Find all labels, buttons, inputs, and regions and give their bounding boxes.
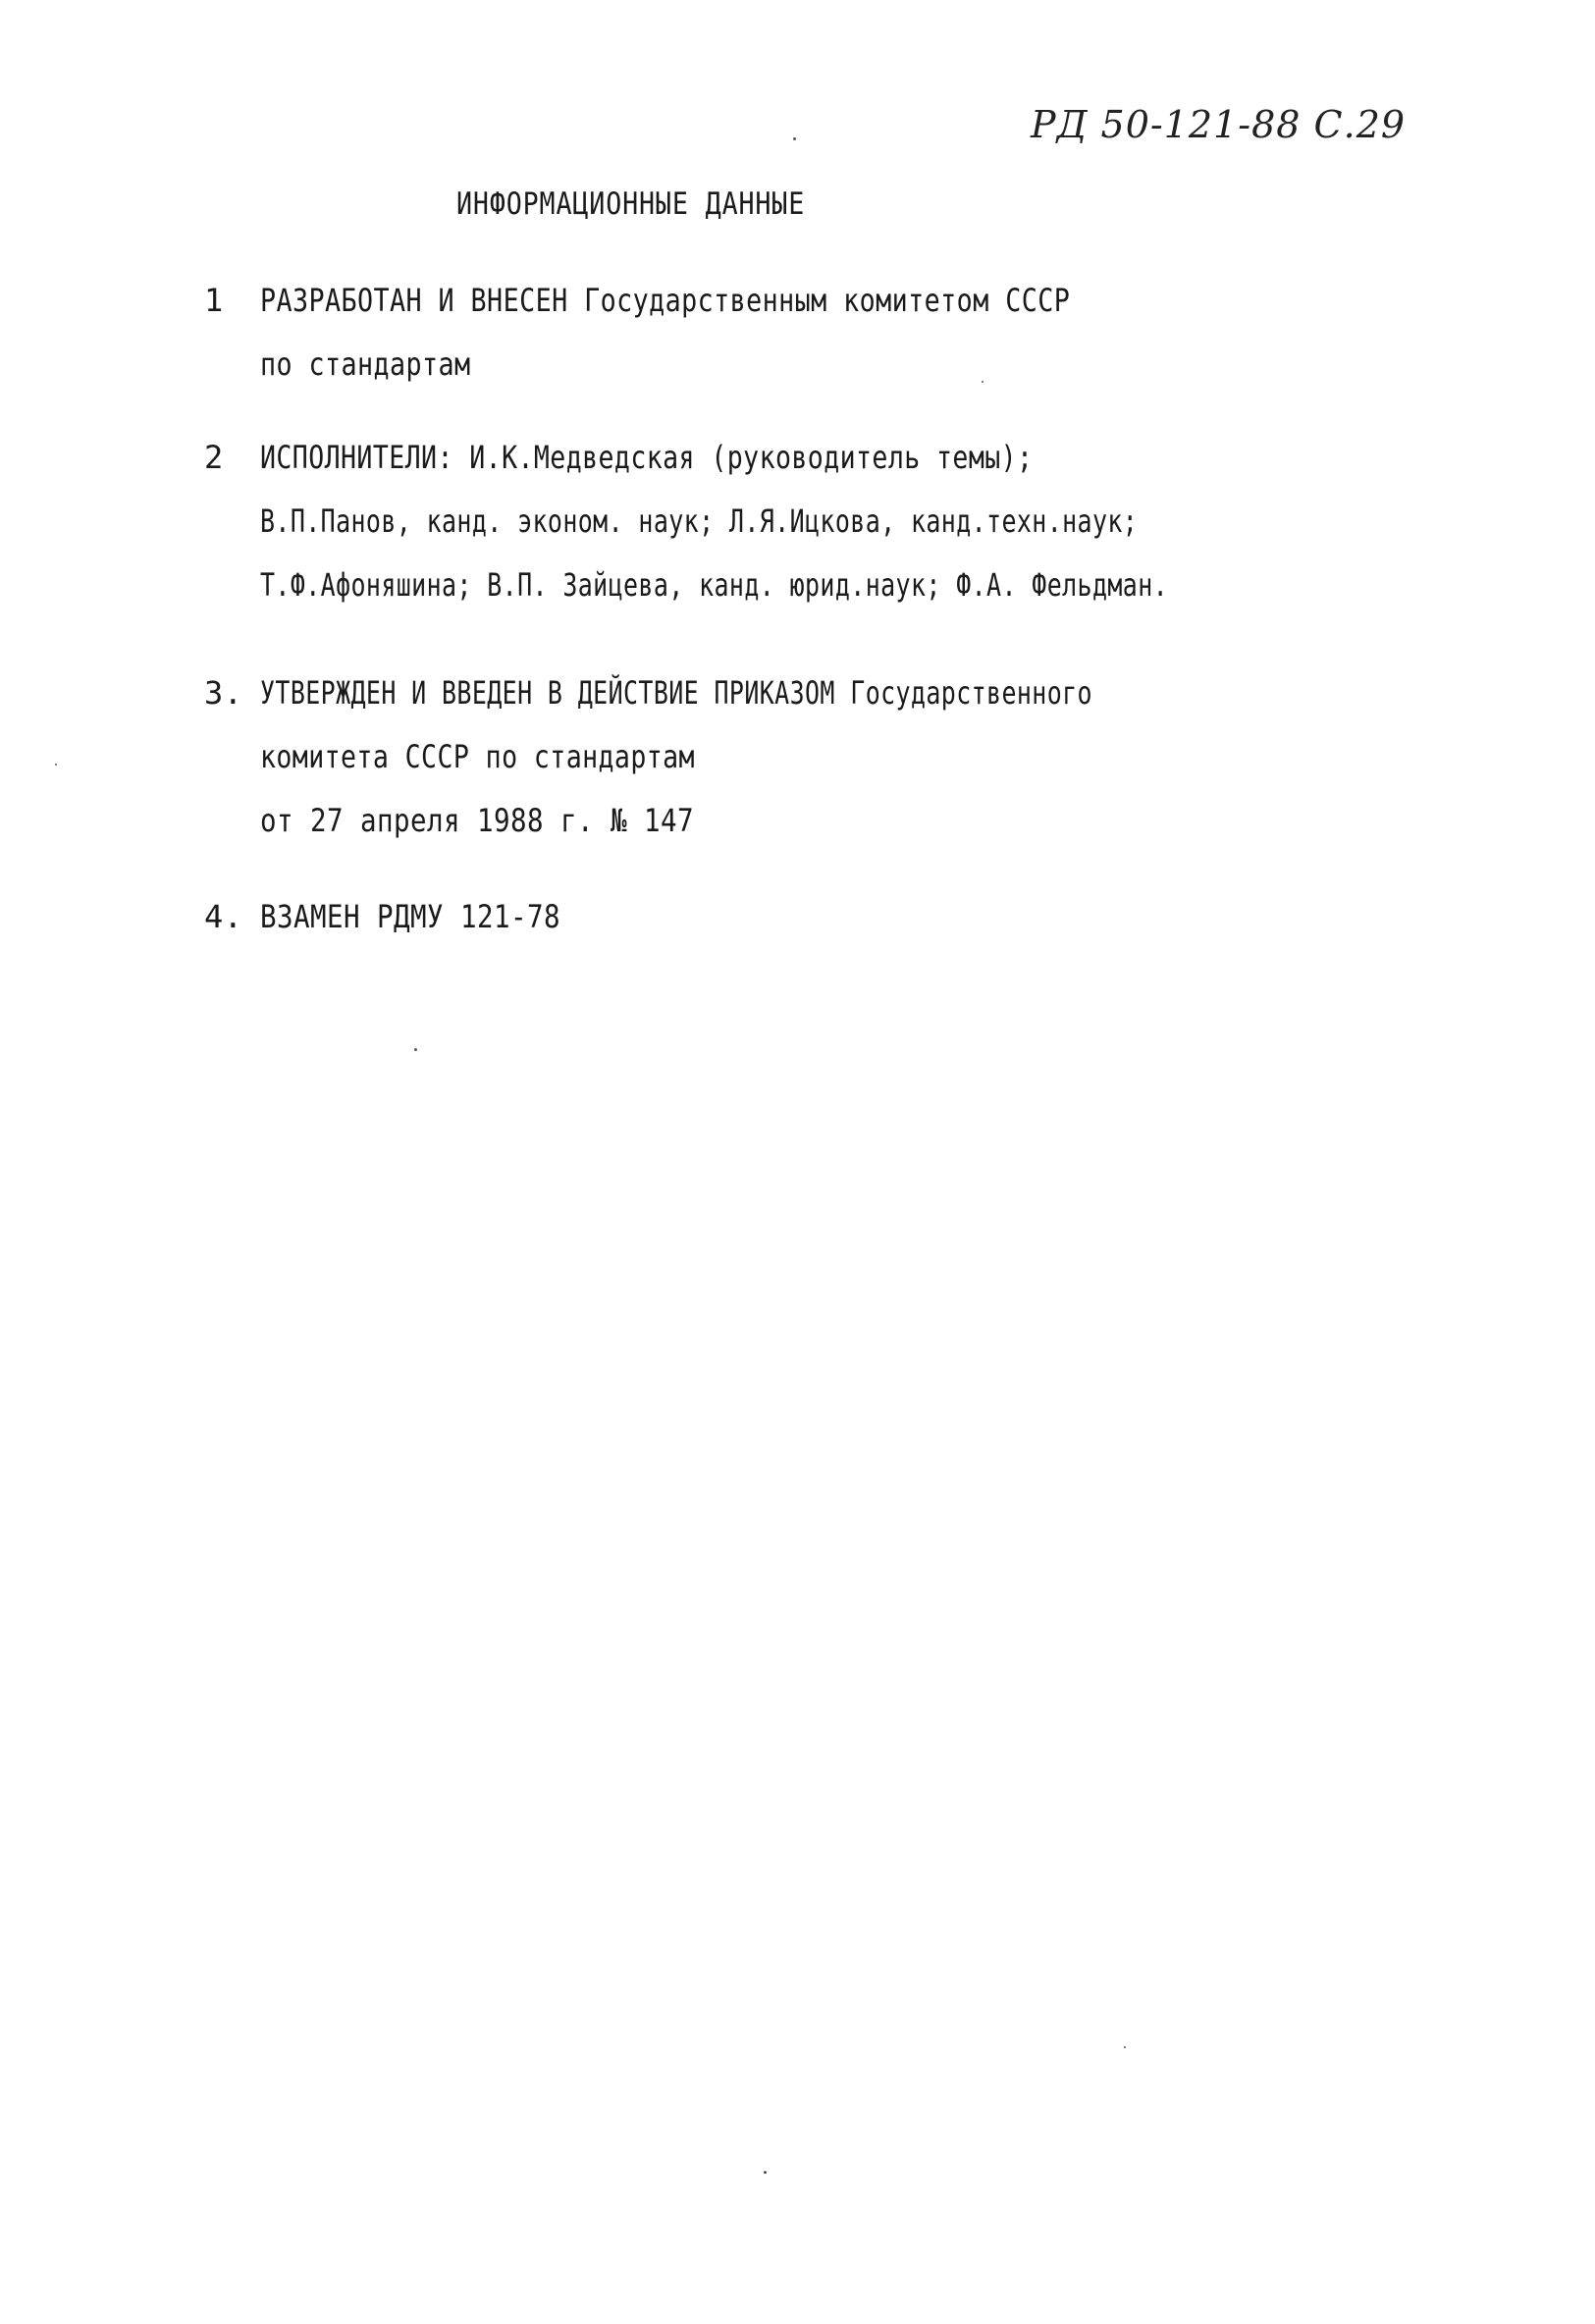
item-4-number: 4.: [204, 898, 243, 935]
scan-speck: [793, 137, 796, 140]
item-1-line-2: по стандартам: [260, 345, 471, 383]
scan-speck: [1124, 2046, 1126, 2048]
item-3-line-2: комитета СССР по стандартам: [260, 738, 695, 775]
item-1-line-1: РАЗРАБОТАН И ВНЕСЕН Государственным комитетом СССР: [260, 282, 1071, 319]
item-3-number: 3.: [204, 674, 243, 712]
scan-speck: [414, 1048, 417, 1051]
item-4-line-1: ВЗАМЕН РДМУ 121-78: [260, 898, 560, 935]
scan-speck: [55, 764, 57, 766]
item-2-line-2: В.П.Панов, канд. эконом. наук; Л.Я.Ицкова, канд.техн.наук;: [260, 502, 1139, 540]
page-title: ИНФОРМАЦИОННЫЕ ДАННЫЕ: [456, 186, 806, 222]
item-2-number: 2: [204, 439, 224, 476]
document-code: РД 50-121-88 С.29: [1031, 103, 1407, 146]
item-2-line-1: ИСПОЛНИТЕЛИ: И.К.Медведская (руководитель темы);: [260, 439, 1034, 476]
item-3-line-1: УТВЕРЖДЕН И ВВЕДЕН В ДЕЙСТВИЕ ПРИКАЗОМ Государственного: [260, 674, 1092, 712]
scan-speck: [982, 381, 984, 383]
scan-speck: [764, 2171, 767, 2174]
item-2-line-3: Т.Ф.Афоняшина; В.П. Зайцева, канд. юрид.наук; Ф.А. Фельдман.: [260, 566, 1169, 604]
item-1-number: 1: [204, 282, 224, 319]
item-3-line-3: от 27 апреля 1988 г. № 147: [260, 802, 694, 839]
